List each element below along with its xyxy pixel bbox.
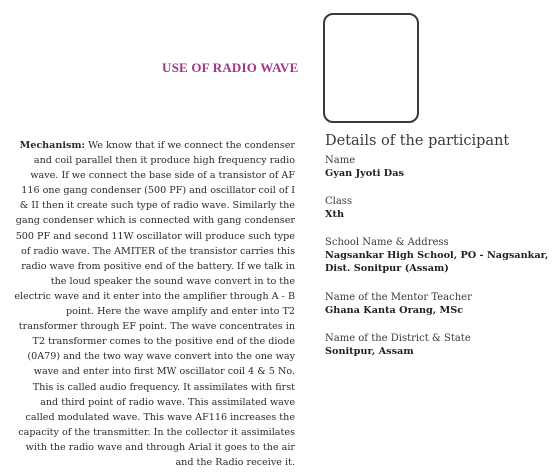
field-class xyxy=(325,195,555,221)
field-name xyxy=(325,154,555,180)
field-name-value: Gyan Jyoti Das xyxy=(325,168,404,179)
field-school xyxy=(325,236,555,275)
field-school-value: Nagsankar High School, PO - Nagsankar, Dist. Sonitpur (Assam) xyxy=(325,250,549,274)
field-class-label: Class xyxy=(325,196,353,207)
field-mentor xyxy=(325,291,555,317)
field-class-value: Xth xyxy=(325,209,345,220)
field-district xyxy=(325,332,555,358)
mechanism-paragraph xyxy=(14,138,295,470)
field-school-label: School Name & Address xyxy=(325,237,449,248)
field-district-value: Sonitpur, Assam xyxy=(325,346,414,357)
participant-photo-placeholder xyxy=(323,13,419,123)
field-name-label: Name xyxy=(325,155,356,166)
mechanism-text: We know that if we connect the condenser and coil parallel then it produce high frequency radio wave. If we connect the base side of a transistor of AF 116 one gang condenser (500 PF) and oscillator coil of I & II then it create such type of radio wave. Similarly the gang condenser which is connected with gang condenser 500 PF and second 11W oscillator will produce such type of radio wave. The AMITER of the transistor carries this radio wave from positive end of the battery. If we talk in the loud speaker the sound wave convert in to the electric wave and it enter into the amplifier through A - B point. Here the wave amplify and enter into T2 transformer through EF point. The wave concentrates in T2 transformer comes to the positive end of the diode (0A79) and the two way wave convert into the one way wave and enter into first MW oscillator coil 4 & 5 No. This is called audio frequency. It assimilates with first and third point of radio wave. This assimilated wave called modulated wave. This wave AF116 increases the capacity of the transmitter. In the collector it assimilates with the radio wave and through Arial it goes to the air and the Radio receive it. xyxy=(14,140,295,468)
field-mentor-label: Name of the Mentor Teacher xyxy=(325,292,472,303)
field-mentor-value: Ghana Kanta Orang, MSc xyxy=(325,305,464,316)
page-title: USE OF RADIO WAVE xyxy=(162,60,299,75)
details-heading: Details of the participant xyxy=(325,133,510,149)
field-district-label: Name of the District & State xyxy=(325,333,471,344)
mechanism-label: Mechanism: xyxy=(19,140,86,151)
